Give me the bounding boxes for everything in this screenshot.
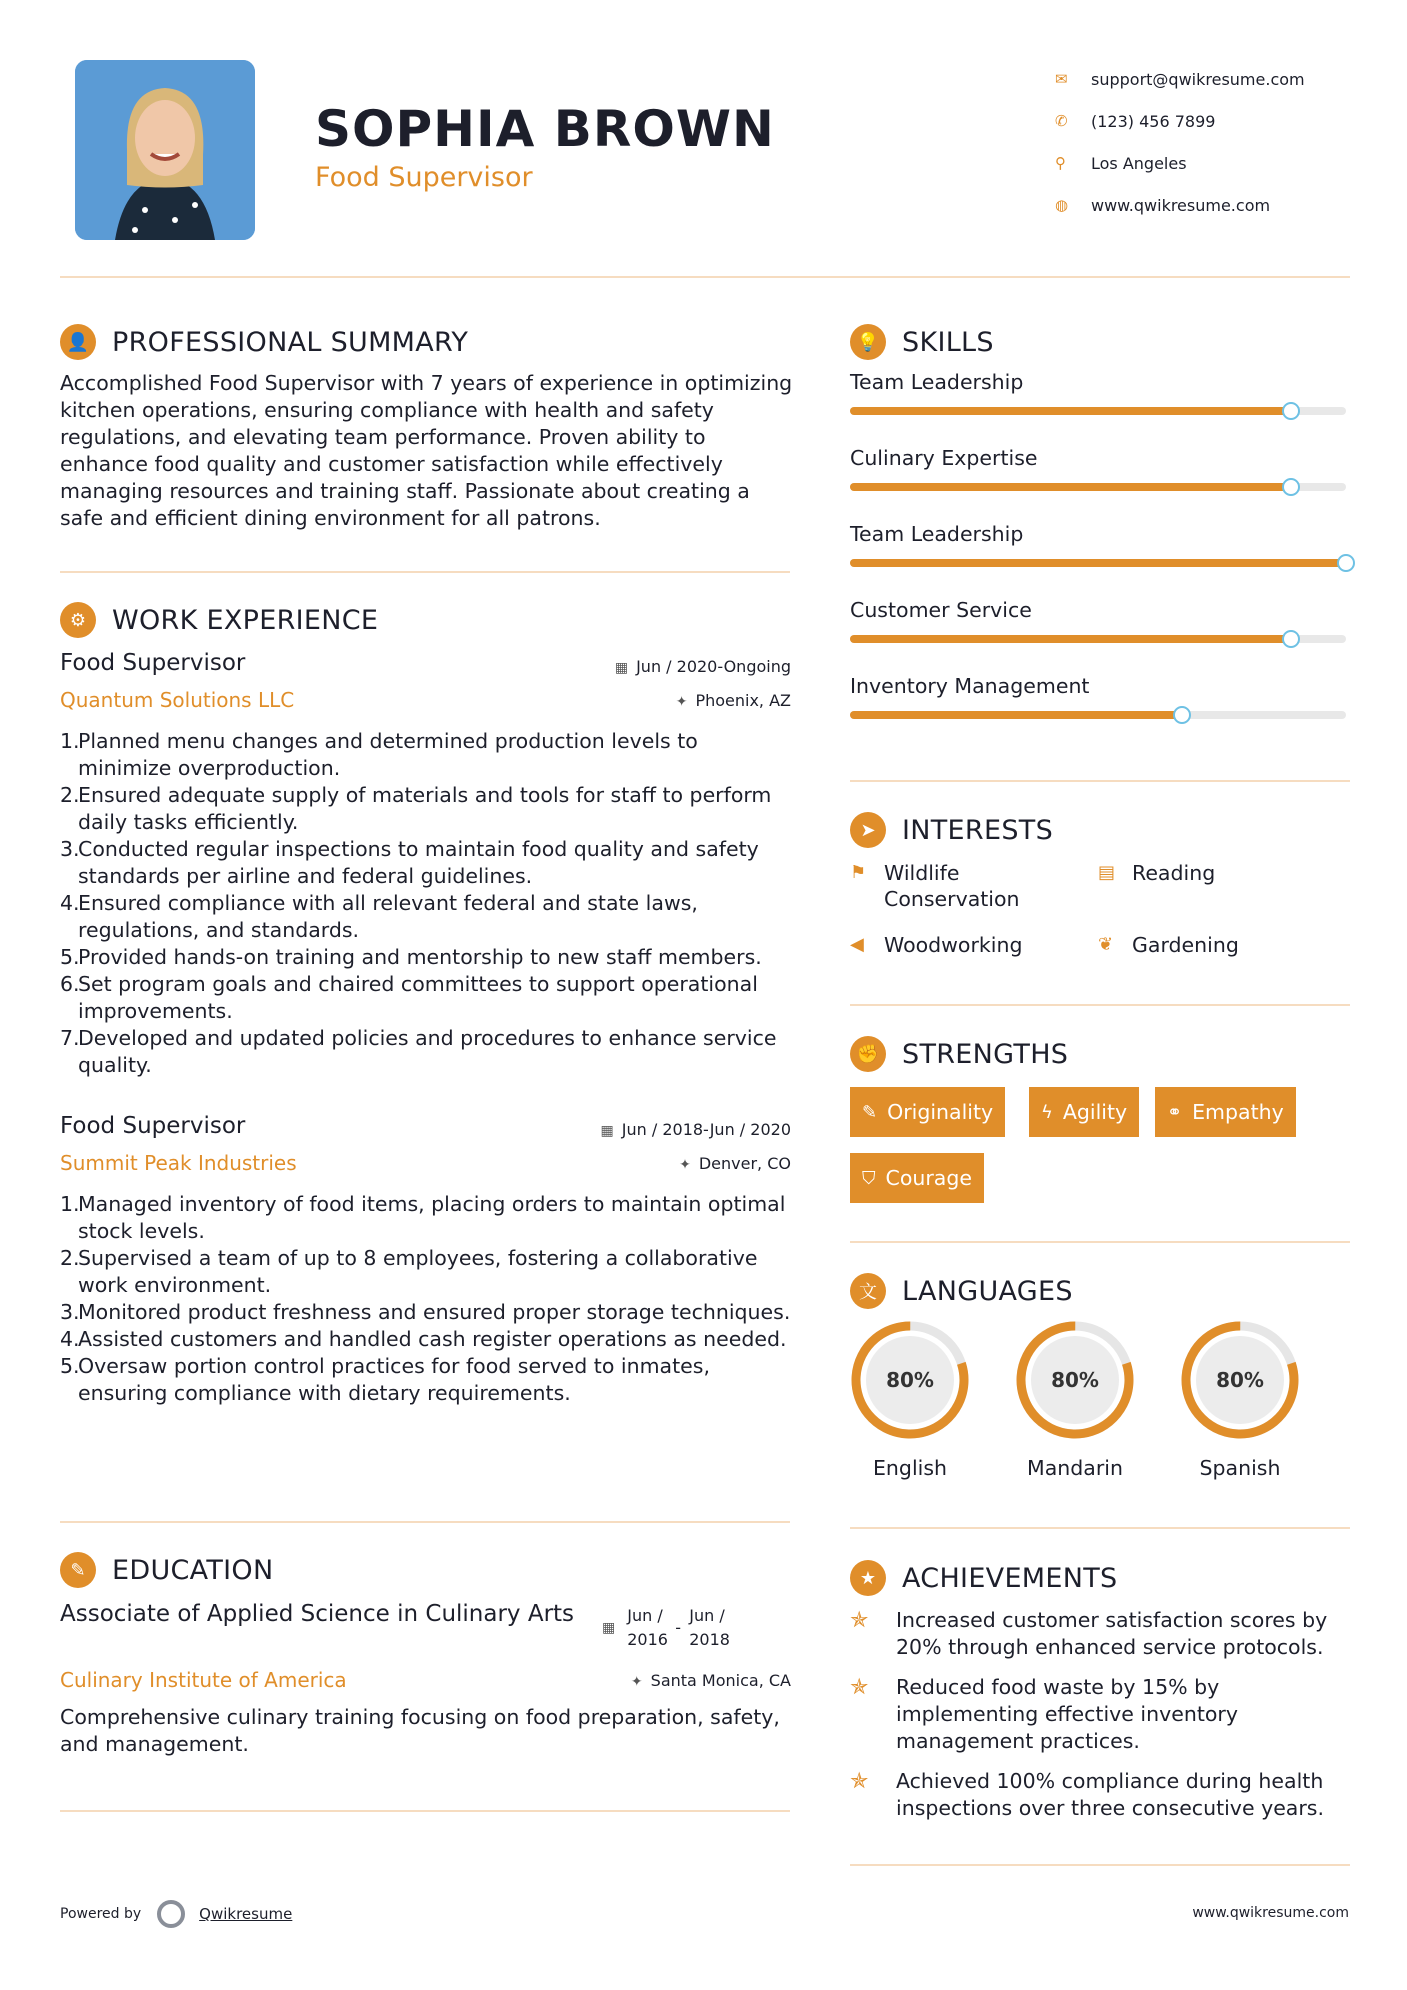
education-location-text: Santa Monica, CA bbox=[650, 1671, 791, 1690]
phone-icon: ✆ bbox=[1055, 112, 1068, 130]
qwikresume-logo-icon bbox=[157, 1900, 185, 1928]
skill-fill bbox=[850, 711, 1182, 719]
job-location-text: Denver, CO bbox=[698, 1154, 791, 1173]
skill-knob bbox=[1282, 630, 1300, 648]
calendar-icon: ▦ bbox=[614, 660, 629, 676]
skill-item bbox=[850, 370, 1350, 394]
leaf-icon: ❦ bbox=[1098, 934, 1114, 955]
skill-name: Team Leadership bbox=[850, 522, 1024, 546]
achievement-item: ✯ Increased customer satisfaction scores by 20% through enhanced service protocols. bbox=[850, 1608, 1328, 1659]
skill-knob bbox=[1282, 478, 1300, 496]
skill-name: Culinary Expertise bbox=[850, 446, 1038, 470]
skill-item bbox=[850, 674, 1350, 698]
contact-location bbox=[1055, 142, 1375, 184]
skill-track bbox=[850, 559, 1346, 567]
interests-divider bbox=[850, 1004, 1350, 1006]
calendar-icon: ▦ bbox=[602, 1620, 616, 1636]
pencil-icon: ✎ bbox=[862, 1101, 878, 1123]
skill-name: Customer Service bbox=[850, 598, 1032, 622]
skill-knob bbox=[1282, 402, 1300, 420]
list-item: 5. Provided hands-on training and mentorship to new staff members. bbox=[60, 945, 762, 969]
summary-divider bbox=[60, 571, 790, 573]
education-location bbox=[631, 1671, 791, 1690]
achievements-heading-text: ACHIEVEMENTS bbox=[902, 1562, 1118, 1594]
strengths-divider bbox=[850, 1241, 1350, 1243]
skills-heading bbox=[850, 324, 994, 360]
skill-track bbox=[850, 635, 1346, 643]
skills-divider bbox=[850, 780, 1350, 782]
job-date bbox=[601, 1120, 791, 1139]
fist-icon: ✊ bbox=[850, 1036, 886, 1072]
experience-heading-text: WORK EXPERIENCE bbox=[112, 604, 379, 636]
powered-by-text: Powered by bbox=[60, 1906, 142, 1922]
footer-powered-by bbox=[60, 1900, 292, 1928]
list-item: 1. Planned menu changes and determined production levels to minimize overproduction. bbox=[60, 729, 698, 780]
envelope-icon: ✉ bbox=[1055, 70, 1068, 88]
language-icon: 文 bbox=[850, 1273, 886, 1309]
list-item: 2. Ensured adequate supply of materials and tools for staff to perform daily tasks efficiently. bbox=[60, 783, 772, 834]
pin-icon: ✦ bbox=[679, 1157, 691, 1173]
skill-knob bbox=[1337, 554, 1355, 572]
achievement-item: ✯ Reduced food waste by 15% by implementing effective inventory management practices. bbox=[850, 1675, 1238, 1753]
language-item bbox=[848, 1318, 972, 1480]
job-bullets bbox=[60, 728, 795, 1079]
job-date bbox=[615, 657, 791, 676]
skill-track bbox=[850, 483, 1346, 491]
list-item: 4. Assisted customers and handled cash register operations as needed. bbox=[60, 1327, 787, 1351]
email-text: support@qwikresume.com bbox=[1091, 69, 1305, 89]
list-item: 4. Ensured compliance with all relevant federal and state laws, regulations, and standards. bbox=[60, 891, 698, 942]
skill-item bbox=[850, 598, 1350, 622]
skills-heading-text: SKILLS bbox=[902, 326, 994, 358]
graduation-icon: ✎ bbox=[60, 1552, 96, 1588]
job-title: Food Supervisor bbox=[60, 650, 246, 676]
strength-tag: ✎ Originality bbox=[850, 1087, 1005, 1137]
strength-tag: ϟ Agility bbox=[1029, 1087, 1139, 1137]
language-name: English bbox=[872, 1456, 948, 1480]
languages-heading-text: LANGUAGES bbox=[902, 1275, 1073, 1307]
languages-divider bbox=[850, 1527, 1350, 1529]
language-item bbox=[1013, 1318, 1137, 1480]
profile-photo bbox=[75, 60, 255, 240]
education-divider bbox=[60, 1810, 790, 1812]
user-icon: 👤 bbox=[60, 324, 96, 360]
pin-icon: ✦ bbox=[630, 1674, 643, 1690]
experience-heading bbox=[60, 602, 378, 638]
skill-track bbox=[850, 407, 1346, 415]
candidate-title: Food Supervisor bbox=[315, 162, 533, 193]
website-text: www.qwikresume.com bbox=[1091, 195, 1271, 215]
handshake-icon: ⚭ bbox=[1167, 1101, 1183, 1123]
interest-item: ▤ Reading bbox=[1098, 861, 1216, 885]
interest-item: ⚑ Wildlife Conservation bbox=[850, 861, 1020, 911]
lightbulb-icon: 💡 bbox=[850, 324, 886, 360]
job-location-text: Phoenix, AZ bbox=[695, 691, 791, 710]
flag-icon: ⚑ bbox=[850, 862, 867, 883]
ring-label: 80% bbox=[1216, 1368, 1264, 1392]
skill-fill bbox=[850, 559, 1346, 567]
contact-email[interactable] bbox=[1055, 58, 1375, 100]
header-divider bbox=[60, 276, 1350, 278]
interests-heading-text: INTERESTS bbox=[902, 814, 1054, 846]
languages-heading bbox=[850, 1273, 1073, 1309]
education-date-end: Jun / 2018 bbox=[689, 1606, 730, 1649]
summary-heading bbox=[60, 324, 468, 360]
achievements-heading bbox=[850, 1560, 1118, 1596]
bolt-icon: ϟ bbox=[1041, 1101, 1053, 1123]
strengths-heading bbox=[850, 1036, 1068, 1072]
list-item: 3. Conducted regular inspections to maintain food quality and safety standards per airline and federal guidelines. bbox=[60, 837, 759, 888]
job-bullets bbox=[60, 1191, 795, 1407]
star-icon: ✯ bbox=[850, 1608, 869, 1633]
list-item: 6. Set program goals and chaired committees to support operational improvements. bbox=[60, 972, 758, 1023]
skill-fill bbox=[850, 635, 1291, 643]
contact-phone[interactable] bbox=[1055, 100, 1375, 142]
paper-plane-icon: ➤ bbox=[850, 812, 886, 848]
skill-item bbox=[850, 522, 1350, 546]
phone-text: (123) 456 7899 bbox=[1091, 111, 1216, 131]
book-icon: ▤ bbox=[1098, 862, 1116, 883]
job-company: Quantum Solutions LLC bbox=[60, 688, 295, 712]
contact-website[interactable] bbox=[1055, 184, 1375, 226]
map-pin-icon: ⚲ bbox=[1055, 154, 1066, 172]
skill-item bbox=[850, 446, 1350, 470]
language-ring bbox=[1178, 1318, 1302, 1442]
ring-label: 80% bbox=[1051, 1368, 1099, 1392]
skill-fill bbox=[850, 483, 1291, 491]
trophy-icon: ★ bbox=[850, 1560, 886, 1596]
job-location bbox=[679, 1154, 791, 1173]
skill-fill bbox=[850, 407, 1291, 415]
shield-icon: ⛉ bbox=[862, 1167, 876, 1189]
list-item: 3. Monitored product freshness and ensured proper storage techniques. bbox=[60, 1300, 791, 1324]
calendar-icon: ▦ bbox=[600, 1123, 614, 1139]
contact-list bbox=[1055, 58, 1375, 226]
strengths-heading-text: STRENGTHS bbox=[902, 1038, 1069, 1070]
footer-website[interactable]: www.qwikresume.com bbox=[1192, 1905, 1349, 1921]
language-ring bbox=[848, 1318, 972, 1442]
brand-link[interactable]: Qwikresume bbox=[199, 1905, 293, 1923]
job-company: Summit Peak Industries bbox=[60, 1151, 297, 1175]
education-description: Comprehensive culinary training focusing on food preparation, safety, and management. bbox=[60, 1705, 780, 1756]
language-name: Spanish bbox=[1199, 1456, 1281, 1480]
job-date-text: Jun / 2018-Jun / 2020 bbox=[621, 1120, 791, 1139]
language-ring bbox=[1013, 1318, 1137, 1442]
list-item: 2. Supervised a team of up to 8 employees, fostering a collaborative work environment. bbox=[60, 1246, 758, 1297]
star-icon: ✯ bbox=[850, 1769, 869, 1794]
interests-heading bbox=[850, 812, 1053, 848]
list-item: 5. Oversaw portion control practices for food served to inmates, ensuring compliance with dietary requirements. bbox=[60, 1354, 710, 1405]
list-item: 1. Managed inventory of food items, placing orders to maintain optimal stock levels. bbox=[60, 1192, 786, 1243]
star-icon: ✯ bbox=[850, 1675, 869, 1700]
candidate-name: SOPHIA BROWN bbox=[315, 100, 775, 158]
achievements-divider bbox=[850, 1864, 1350, 1866]
skill-track bbox=[850, 711, 1346, 719]
strength-tag: ⛉ Courage bbox=[850, 1153, 984, 1203]
skill-name: Team Leadership bbox=[850, 370, 1024, 394]
education-date-start: Jun / 2016 bbox=[627, 1606, 668, 1649]
megaphone-icon: ◀ bbox=[850, 934, 864, 955]
language-name: Mandarin bbox=[1027, 1456, 1123, 1480]
skill-name: Inventory Management bbox=[850, 674, 1090, 698]
summary-heading-text: PROFESSIONAL SUMMARY bbox=[112, 326, 469, 358]
globe-icon: ◍ bbox=[1055, 196, 1069, 214]
school-name: Culinary Institute of America bbox=[60, 1668, 347, 1692]
achievement-item: ✯ Achieved 100% compliance during health inspections over three consecutive years. bbox=[850, 1769, 1324, 1820]
education-date-sep: - bbox=[675, 1618, 682, 1637]
education-date bbox=[602, 1604, 737, 1652]
job-location bbox=[676, 691, 791, 710]
list-item: 7. Developed and updated policies and procedures to enhance service quality. bbox=[60, 1026, 777, 1077]
job-title: Food Supervisor bbox=[60, 1113, 246, 1139]
ring-label: 80% bbox=[886, 1368, 934, 1392]
language-item bbox=[1178, 1318, 1302, 1480]
strength-tag: ⚭ Empathy bbox=[1155, 1087, 1296, 1137]
job-date-text: Jun / 2020-Ongoing bbox=[636, 657, 791, 676]
interest-item: ❦ Gardening bbox=[1098, 933, 1239, 957]
experience-divider bbox=[60, 1521, 790, 1523]
location-text: Los Angeles bbox=[1091, 153, 1187, 173]
degree-title: Associate of Applied Science in Culinary Arts bbox=[60, 1601, 575, 1627]
briefcase-icon: ⚙ bbox=[60, 602, 96, 638]
skill-knob bbox=[1173, 706, 1191, 724]
summary-text: Accomplished Food Supervisor with 7 years of experience in optimizing kitchen operations, ensuring compliance with health and safety regulations, and elevating team performance. Proven ability to enhance food quality and customer satisfaction while effectively managing resources and training staff. Passionate about creating a safe and efficient dining environment for all patrons. bbox=[60, 371, 793, 530]
education-heading-text: EDUCATION bbox=[112, 1554, 274, 1586]
interest-item: ◀ Woodworking bbox=[850, 933, 1023, 957]
pin-icon: ✦ bbox=[675, 694, 688, 710]
education-heading bbox=[60, 1552, 273, 1588]
